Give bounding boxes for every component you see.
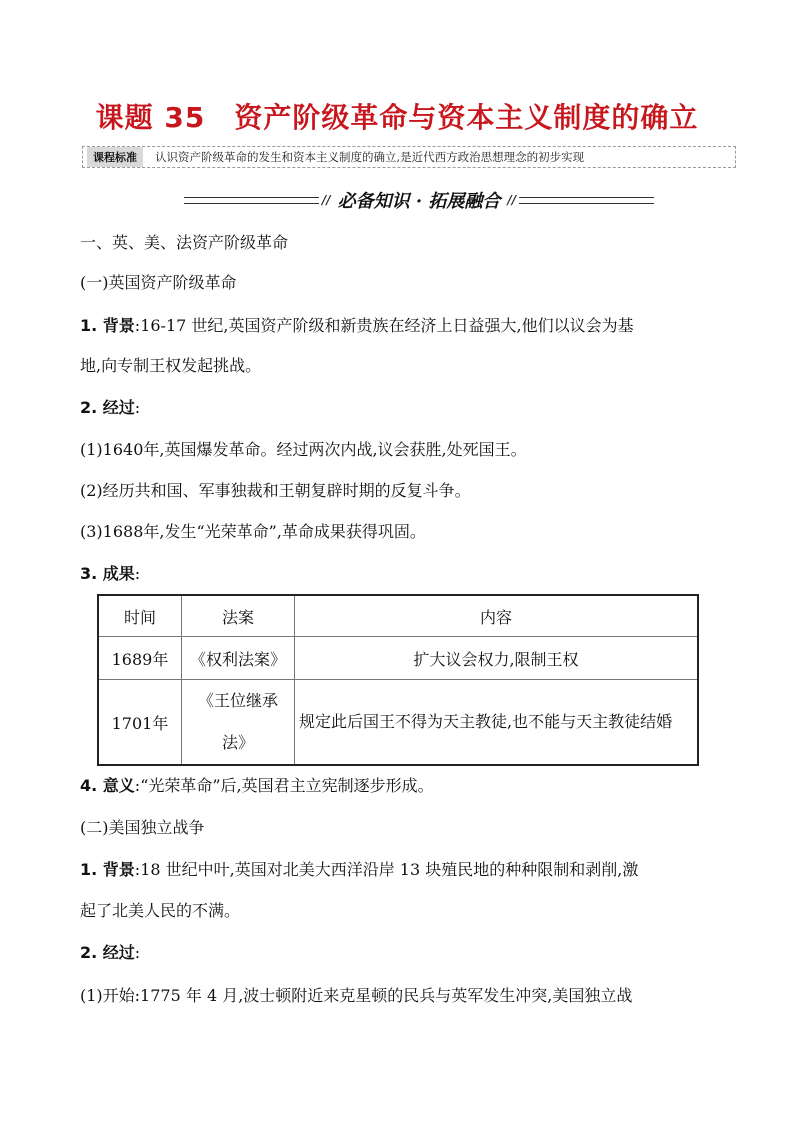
table-cell-law-line-2: 法》 <box>221 733 254 752</box>
american-background-line-2: 起了北美人民的不满。 <box>80 901 241 920</box>
section-banner <box>184 188 654 212</box>
english-background-line-2: 地,向专制王权发起挑战。 <box>80 356 262 375</box>
english-process-item-3: (3)1688年,发生“光荣革命”,革命成果获得巩固。 <box>80 522 426 541</box>
american-process-item-1: (1)开始:1775 年 4 月,波士顿附近来克星顿的民兵与英军发生冲突,美国独立战 <box>80 986 633 1005</box>
page-title: 课题 35 资产阶级革命与资本主义制度的确立 <box>95 101 699 134</box>
heading-american-war: (二)美国独立战争 <box>80 818 205 837</box>
english-process-label: 2. 经过 <box>80 398 135 417</box>
english-background-label: 1. 背景 <box>80 316 135 335</box>
table-cell-time: 1701年 <box>98 680 182 766</box>
english-background-line-1 <box>80 315 720 337</box>
banner-left-rule <box>184 197 319 204</box>
table-cell-law: 《权利法案》 <box>182 637 295 680</box>
english-process-colon: : <box>134 398 141 417</box>
american-background-text-1: :18 世纪中叶,英国对北美大西洋沿岸 13 块殖民地的种种限制和剥削,激 <box>134 860 639 879</box>
heading-english-revolution: (一)英国资产阶级革命 <box>80 273 237 292</box>
table-header-law: 法案 <box>182 595 295 637</box>
english-background-text-1: :16-17 世纪,英国资产阶级和新贵族在经济上日益强大,他们以议会为基 <box>134 316 634 335</box>
english-result-label: 3. 成果 <box>80 564 135 583</box>
table-header-content: 内容 <box>295 595 699 637</box>
table-row <box>98 637 698 680</box>
course-standard-label: 课程标准 <box>87 147 143 167</box>
english-process-heading <box>80 397 720 419</box>
table-cell-content: 规定此后国王不得为天主教徒,也不能与天主教徒结婚 <box>295 680 699 766</box>
american-background-label: 1. 背景 <box>80 860 135 879</box>
table-cell-time: 1689年 <box>98 637 182 680</box>
english-significance-text: :“光荣革命”后,英国君主立宪制逐步形成。 <box>134 776 434 795</box>
english-significance-label: 4. 意义 <box>80 776 135 795</box>
banner-right-slashes: // <box>507 193 517 207</box>
course-standard-text: 认识资产阶级革命的发生和资本主义制度的确立,是近代西方政治思想理念的初步实现 <box>155 150 585 164</box>
table-cell-content: 扩大议会权力,限制王权 <box>295 637 699 680</box>
american-process-label: 2. 经过 <box>80 943 135 962</box>
table-header-time: 时间 <box>98 595 182 637</box>
table-cell-law-line-1: 《王位继承 <box>197 691 278 710</box>
english-significance-line <box>80 775 720 797</box>
american-process-colon: : <box>134 943 141 962</box>
banner-title: 必备知识 · 拓展融合 <box>337 191 501 212</box>
american-process-heading <box>80 942 720 964</box>
english-process-item-1: (1)1640年,英国爆发革命。经过两次内战,议会获胜,处死国王。 <box>80 440 527 459</box>
american-background-line-1 <box>80 859 720 881</box>
english-result-colon: : <box>134 564 141 583</box>
banner-right-rule <box>519 197 654 204</box>
heading-level-1: 一、英、美、法资产阶级革命 <box>80 233 289 252</box>
table-header-row <box>98 595 698 637</box>
course-standard-box <box>82 146 736 168</box>
results-table <box>97 594 699 766</box>
english-process-item-2: (2)经历共和国、军事独裁和王朝复辟时期的反复斗争。 <box>80 481 471 500</box>
table-cell-law <box>182 680 295 766</box>
banner-left-slashes: // <box>321 193 331 207</box>
english-result-heading <box>80 563 720 585</box>
table-row <box>98 680 698 766</box>
